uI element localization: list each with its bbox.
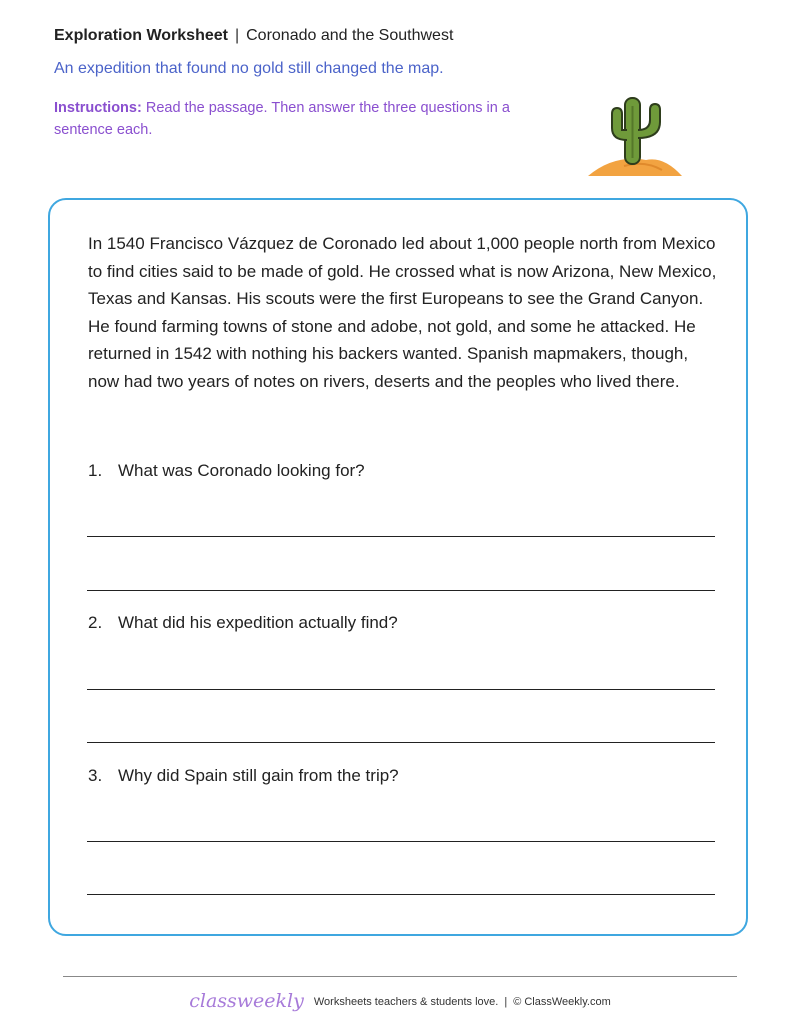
subtitle: An expedition that found no gold still changed the map. <box>54 60 444 77</box>
question-2 <box>88 613 398 633</box>
question-1 <box>88 461 365 481</box>
worksheet-topic: Coronado and the Southwest <box>246 27 454 44</box>
question-number: 1. <box>88 461 103 480</box>
header-separator: | <box>234 27 240 44</box>
footer-separator: | <box>504 996 508 1008</box>
answer-line[interactable] <box>87 742 715 743</box>
answer-line[interactable] <box>87 689 715 690</box>
answer-line[interactable] <box>87 894 715 895</box>
footer-copyright: © ClassWeekly.com <box>513 996 611 1008</box>
worksheet-label: Exploration Worksheet <box>54 27 228 44</box>
question-text: What did his expedition actually find? <box>118 613 398 632</box>
question-number: 3. <box>88 766 103 785</box>
question-3 <box>88 766 399 786</box>
footer <box>0 990 800 1012</box>
answer-line[interactable] <box>87 536 715 537</box>
worksheet-header <box>54 26 453 46</box>
answer-line[interactable] <box>87 590 715 591</box>
instructions-label: Instructions: <box>54 100 142 116</box>
question-number: 2. <box>88 613 103 632</box>
cactus-icon <box>584 94 684 178</box>
brand-logo: classweekly <box>189 990 304 1012</box>
reading-passage: In 1540 Francisco Vázquez de Coronado led about 1,000 people north from Mexico to find cities said to be made of gold. He crossed what is now Arizona, New Mexico, Texas and Kansas. His scouts were the first Europeans to see the Grand Canyon. He found farming towns of stone and adobe, not gold, and some he attacked. He returned in 1542 with nothing his backers wanted. Spanish mapmakers, though, now had two years of notes on rivers, deserts and the peoples who lived there. <box>88 234 717 391</box>
instructions <box>54 97 554 141</box>
question-text: Why did Spain still gain from the trip? <box>118 766 399 785</box>
footer-tagline: Worksheets teachers & students love. <box>313 996 499 1008</box>
footer-divider <box>63 976 737 977</box>
answer-line[interactable] <box>87 841 715 842</box>
passage-card <box>48 198 748 936</box>
instructions-text: Read the passage. Then answer the three questions in a sentence each. <box>54 100 510 138</box>
question-text: What was Coronado looking for? <box>118 461 365 480</box>
